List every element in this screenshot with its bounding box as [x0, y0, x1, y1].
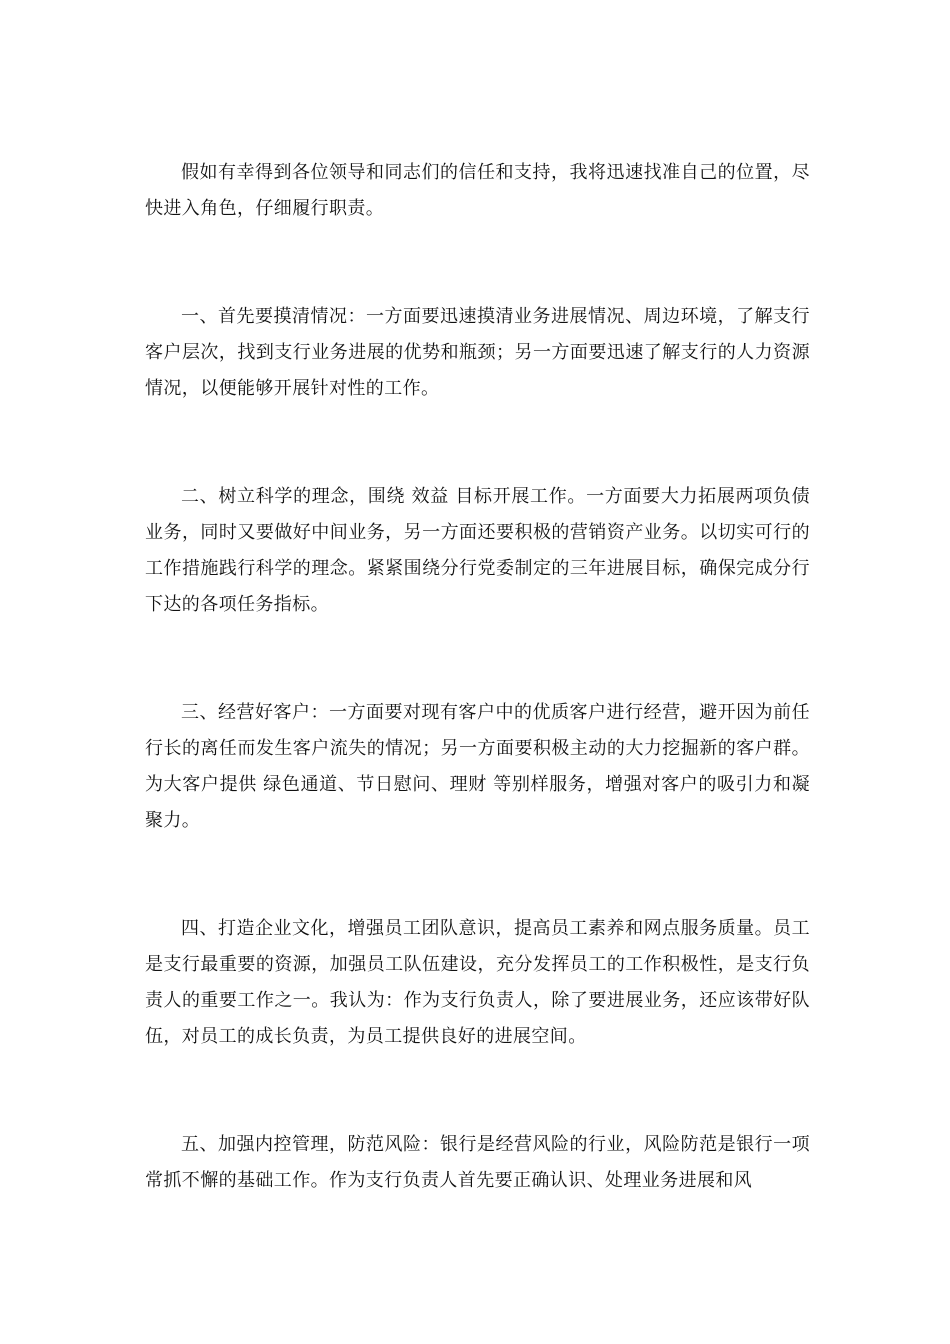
- paragraph-point-3: 三、经营好客户：一方面要对现有客户中的优质客户进行经营，避开因为前任行长的离任而发生客户流失的情况；另一方面要积极主动的大力挖掘新的客户群。为大客户提供 绿色通道、节日慰问、理财 等别样服务，增强对客户的吸引力和凝聚力。: [145, 702, 810, 831]
- paragraph-intro: 假如有幸得到各位领导和同志们的信任和支持，我将迅速找准自己的位置，尽快进入角色，仔细履行职责。: [145, 162, 810, 219]
- paragraph-point-5: 五、加强内控管理，防范风险：银行是经营风险的行业，风险防范是银行一项常抓不懈的基础工作。作为支行负责人首先要正确认识、处理业务进展和风: [145, 1134, 810, 1191]
- paragraph-point-2: 二、树立科学的理念，围绕 效益 目标开展工作。一方面要大力拓展两项负债业务，同时又要做好中间业务，另一方面还要积极的营销资产业务。以切实可行的工作措施践行科学的理念。紧紧围绕分行党委制定的三年进展目标，确保完成分行下达的各项任务指标。: [145, 486, 810, 615]
- paragraph-point-1: 一、首先要摸清情况：一方面要迅速摸清业务进展情况、周边环境，了解支行客户层次，找到支行业务进展的优势和瓶颈；另一方面要迅速了解支行的人力资源情况，以便能够开展针对性的工作。: [145, 306, 810, 399]
- document-body: [145, 155, 810, 1199]
- paragraph-point-4: 四、打造企业文化，增强员工团队意识，提高员工素养和网点服务质量。员工是支行最重要的资源，加强员工队伍建设，充分发挥员工的工作积极性，是支行负责人的重要工作之一。我认为：作为支行负责人，除了要进展业务，还应该带好队伍，对员工的成长负责，为员工提供良好的进展空间。: [145, 918, 810, 1047]
